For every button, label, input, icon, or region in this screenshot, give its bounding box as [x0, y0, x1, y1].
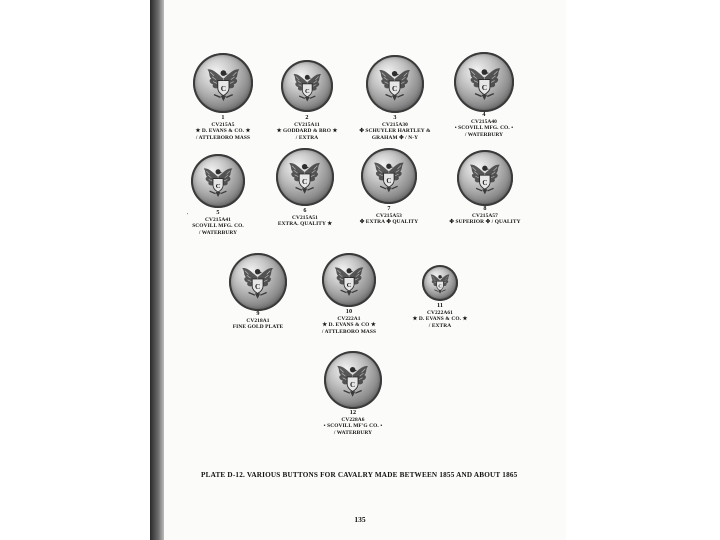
button-image-4	[454, 52, 514, 112]
item-number: 11	[436, 302, 444, 309]
item-number: 6	[303, 207, 307, 214]
backmark-line-1: ★ D. EVANS & CO. ★	[195, 128, 251, 135]
button-image-5	[191, 154, 245, 208]
backmark-line-1: ★ GODDARD & BRO ★	[276, 128, 338, 135]
eagle-shield-c-icon	[372, 61, 417, 106]
eagle-shield-c-icon	[463, 156, 507, 200]
item-number: 12	[349, 409, 357, 416]
button-image-11	[422, 265, 458, 301]
button-image-7	[361, 148, 417, 204]
item-number: 8	[483, 205, 487, 212]
eagle-shield-c-icon	[461, 59, 508, 106]
book-gutter-shadow	[150, 0, 164, 540]
item-number: 1	[221, 114, 225, 121]
item-number: 5	[216, 209, 220, 216]
backmark-line-1: • SCOVILL MFG. CO. •	[454, 125, 514, 132]
stray-mark: '	[187, 213, 189, 219]
item-number: 7	[387, 205, 391, 212]
button-image-6	[276, 148, 334, 206]
button-caption-8	[425, 206, 545, 226]
eagle-shield-c-icon	[330, 357, 375, 402]
catalog-code: CV215A11	[294, 121, 320, 128]
item-number: 3	[393, 114, 397, 121]
backmark-line-1: ✤ SUPERIOR ✤ / QUALITY	[449, 219, 521, 226]
item-number: 2	[305, 114, 309, 121]
catalog-code: CV222A61	[427, 309, 453, 316]
eagle-shield-c-icon	[367, 154, 411, 198]
backmark-line-1: • SCOVILL MF'G CO. •	[323, 423, 383, 430]
backmark-line-1: ★ D. EVANS & CO ★	[322, 322, 376, 329]
backmark-line-1: ✤ EXTRA ✤ QUALITY	[359, 219, 419, 226]
button-image-12	[324, 351, 382, 409]
catalog-code: CV215A51	[292, 214, 318, 221]
backmark-line-1: ✤ SCHUYLER HARTLEY &	[359, 128, 431, 135]
backmark-line-2: / EXTRA	[428, 322, 452, 329]
eagle-shield-c-icon	[200, 60, 247, 107]
backmark-line-1: ★ D. EVANS & CO. ★	[412, 316, 468, 323]
eagle-shield-c-icon	[426, 269, 454, 297]
button-image-8	[457, 150, 513, 206]
item-number: 4	[482, 111, 486, 118]
item-number: 9	[256, 310, 260, 317]
eagle-shield-c-icon	[328, 259, 370, 301]
backmark-line-2: / WATERBURY	[198, 229, 238, 236]
eagle-shield-c-icon	[287, 66, 328, 107]
button-image-2	[281, 60, 333, 112]
backmark-line-2: / ATTLEBORO MASS	[321, 328, 377, 335]
eagle-shield-c-icon	[197, 160, 239, 202]
catalog-code: CV228A6	[341, 416, 365, 423]
button-caption-11	[380, 303, 500, 329]
catalog-code: CV215A53	[376, 212, 402, 219]
backmark-line-2: / WATERBURY	[464, 131, 504, 138]
backmark-line-2: GRAHAM ✤ / N-Y	[371, 134, 419, 141]
backmark-line-1: SCOVILL MFG. CO.	[192, 223, 244, 230]
catalog-code: CV218A1	[246, 317, 270, 324]
button-caption-4	[424, 112, 544, 138]
button-image-10	[322, 253, 376, 307]
eagle-shield-c-icon	[235, 259, 280, 304]
backmark-line-2: / EXTRA	[295, 134, 319, 141]
page-number: 135	[354, 515, 366, 524]
plate-caption: PLATE D-12. VARIOUS BUTTONS FOR CAVALRY MADE BETWEEN 1855 AND ABOUT 1865	[201, 471, 518, 479]
button-image-3	[366, 55, 424, 113]
catalog-code: CV215A30	[382, 121, 408, 128]
backmark-line-1: FINE GOLD PLATE	[232, 324, 284, 331]
button-caption-12	[293, 410, 413, 436]
item-number: 10	[345, 308, 353, 315]
button-image-1	[193, 53, 253, 113]
catalog-code: CV215A40	[471, 118, 497, 125]
catalog-code: CV215A57	[472, 212, 498, 219]
backmark-line-1: EXTRA. QUALITY ★	[277, 221, 333, 228]
button-image-9	[229, 253, 287, 311]
backmark-line-2: / ATTLEBORO MASS	[195, 134, 251, 141]
backmark-line-2: / WATERBURY	[333, 429, 373, 436]
catalog-code: CV215A5	[211, 121, 235, 128]
eagle-shield-c-icon	[282, 154, 327, 199]
catalog-code: CV215A41	[205, 216, 231, 223]
catalog-code: CV222A1	[337, 315, 361, 322]
